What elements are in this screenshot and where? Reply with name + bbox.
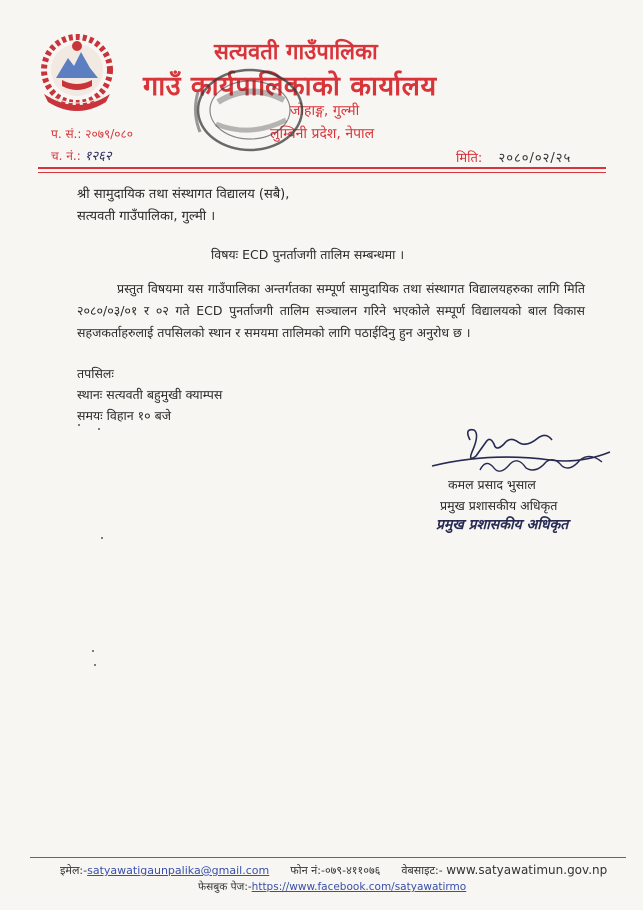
details-place: स्थानः सत्यवती बहुमुखी क्याम्पस — [77, 387, 223, 402]
scan-speck — [98, 428, 100, 430]
dispatch-number-value: १२६२ — [84, 149, 112, 164]
footer-contact-line — [60, 863, 607, 878]
letter-body-paragraph: प्रस्तुत विषयमा यस गाउँपालिका अन्तर्गतका सम्पूर्ण सामुदायिक तथा संस्थागत विद्यालयहरुका लागि मिति २०८०/०३/०१ र ०२ गते ECD पुनर्ताजगी तालिम सञ्चालन गरिने भएकोले सम्पूर्ण विद्यालयको बाल विकास सहजकर्ताहरुलाई तपसिलको स्थान र समयमा तालिमको लागि पठाईदिनु हुन अनुरोध छ । — [77, 281, 585, 340]
email-label: इमेल:- — [60, 864, 88, 877]
date-line — [456, 148, 571, 166]
address-line-2: लुम्बिनी प्रदेश, नेपाल — [270, 126, 375, 142]
header-divider-thin — [38, 172, 606, 173]
reference-number: प. सं.: २०७९/०८० — [51, 127, 133, 141]
website-link[interactable]: www.satyawatimun.gov.np — [446, 863, 608, 877]
scan-speck — [101, 537, 103, 539]
scan-speck — [94, 664, 96, 666]
email-link[interactable]: satyawatigaunpalika@gmail.com — [87, 864, 270, 877]
footer-divider — [30, 857, 626, 858]
recipient-line-1: श्री सामुदायिक तथा संस्थागत विद्यालय (सबै), — [77, 187, 290, 202]
scan-speck — [92, 650, 94, 652]
address-line-1: जोहाङ्ग, गुल्मी — [290, 103, 360, 119]
header-divider — [38, 167, 606, 169]
details-heading: तपसिलः — [77, 366, 114, 381]
scan-speck — [78, 424, 80, 426]
handwritten-signature — [430, 422, 615, 482]
phone-number: फोन नं:-०७९-४११०७६ — [290, 864, 381, 877]
date-label: मिति: — [456, 151, 483, 166]
signatory-designation: प्रमुख प्रशासकीय अधिकृत — [440, 498, 558, 513]
office-name: सत्यवती गाउँपालिका — [214, 40, 378, 65]
website-label: वेबसाइट:- — [401, 864, 443, 877]
details-time: समयः विहान १० बजे — [77, 408, 172, 423]
dispatch-number — [51, 146, 112, 164]
office-seal-stamp — [188, 62, 323, 162]
signatory-name: कमल प्रसाद भुसाल — [448, 477, 536, 492]
date-value: २०८०/०२/२५ — [498, 151, 572, 166]
designation-stamp: प्रमुख प्रशासकीय अधिकृत — [436, 517, 569, 533]
subject-line: विषयः ECD पुनर्ताजगी तालिम सम्बन्धमा । — [211, 247, 405, 262]
recipient-line-2: सत्यवती गाउँपालिका, गुल्मी । — [77, 209, 216, 224]
dispatch-number-label: च. नं.: — [51, 149, 81, 163]
office-title: गाउँ कार्यपालिकाको कार्यालय — [143, 71, 437, 102]
facebook-link[interactable]: https://www.facebook.com/satyawatirmo — [251, 881, 467, 893]
facebook-label: फेसबुक पेज:- — [198, 881, 252, 893]
nepal-emblem-logo — [34, 30, 120, 114]
footer-facebook-line — [198, 880, 466, 894]
